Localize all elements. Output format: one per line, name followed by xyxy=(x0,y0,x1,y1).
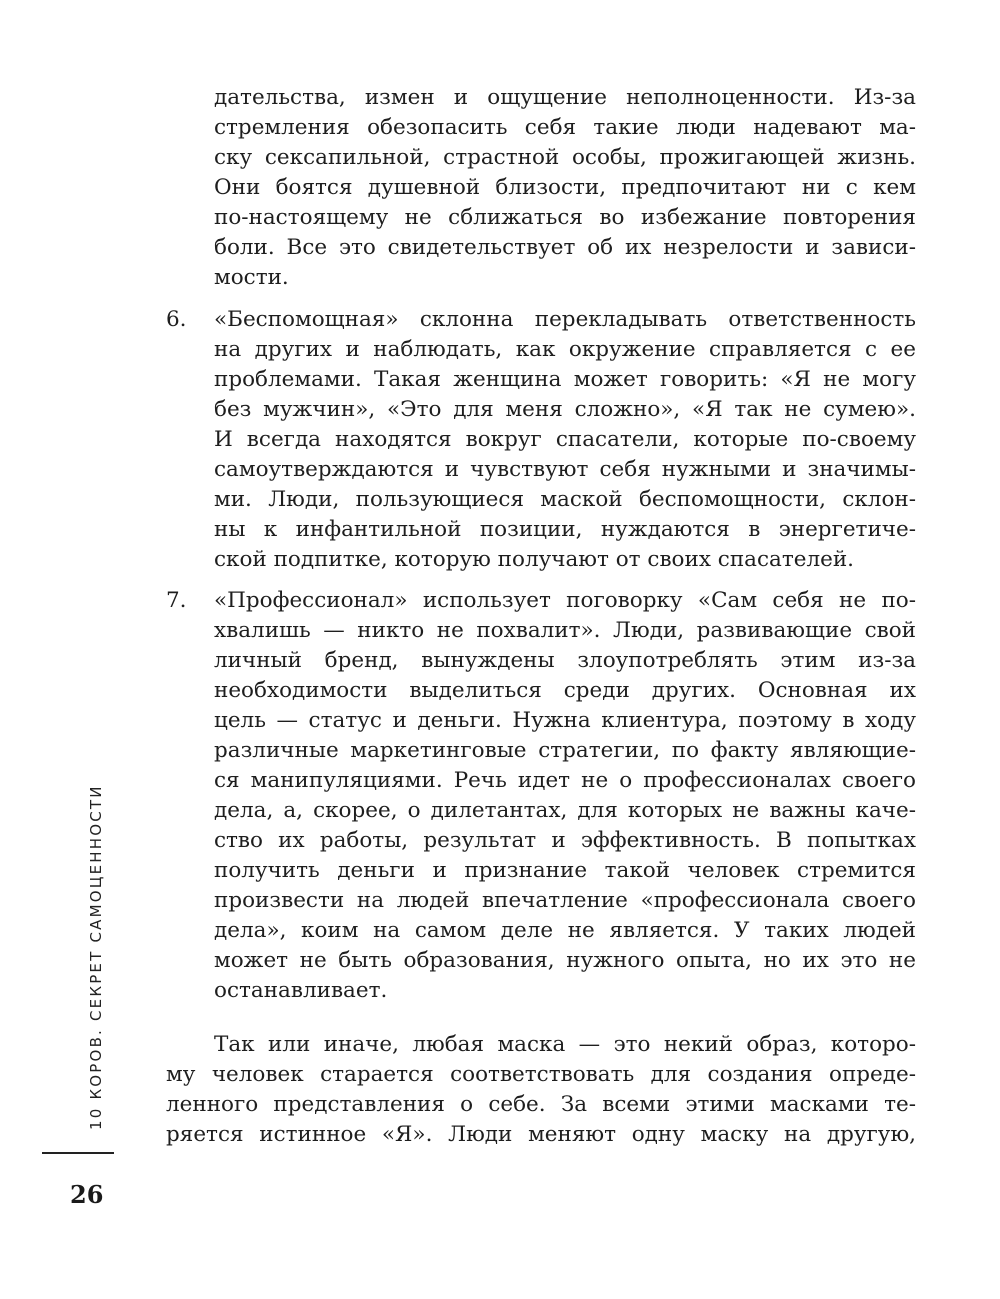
paragraph-line: ленного представления о себе. За всеми этими масками те- xyxy=(166,1092,916,1117)
page-number: 26 xyxy=(70,1180,104,1209)
list-item-line: без мужчин», «Это для меня сложно», «Я так не сумею». xyxy=(214,397,916,422)
intro-line: по-настоящему не сближаться во избежание повторения xyxy=(214,205,916,230)
footer-rule xyxy=(42,1152,114,1154)
paragraph-line: му человек старается соответствовать для создания опреде- xyxy=(166,1062,916,1087)
list-item-line: цель — статус и деньги. Нужна клиентура, поэтому в ходу xyxy=(214,708,916,733)
list-item-line: останавливает. xyxy=(214,978,388,1003)
running-title: 10 КОРОВ. СЕКРЕТ САМОЦЕННОСТИ xyxy=(87,784,105,1130)
intro-line: дательства, измен и ощущение неполноценности. Из-за xyxy=(214,85,916,110)
list-item-line: различные маркетинговые стратегии, по факту являющие- xyxy=(214,738,916,763)
intro-line: мости. xyxy=(214,265,289,290)
list-item-line: может не быть образования, нужного опыта, но их это не xyxy=(214,948,916,973)
paragraph-line: ряется истинное «Я». Люди меняют одну маску на другую, xyxy=(166,1122,916,1147)
list-item-line: ны к инфантильной позиции, нуждаются в энергетиче- xyxy=(214,517,916,542)
list-item-number: 7. xyxy=(166,588,187,613)
intro-line: ску сексапильной, страстной особы, прожигающей жизнь. xyxy=(214,145,916,170)
list-item-line: самоутверждаются и чувствуют себя нужными и значимы- xyxy=(214,457,916,482)
intro-line: боли. Все это свидетельствует об их незрелости и зависи- xyxy=(214,235,916,260)
list-item-line: ся манипуляциями. Речь идет не о профессионалах своего xyxy=(214,768,916,793)
list-item-line: личный бренд, вынуждены злоупотреблять этим из-за xyxy=(214,648,916,673)
list-item-line: на других и наблюдать, как окружение справляется с ее xyxy=(214,337,916,362)
list-item-line: ми. Люди, пользующиеся маской беспомощности, склон- xyxy=(214,487,916,512)
list-item-line: произвести на людей впечатление «профессионала своего xyxy=(214,888,916,913)
list-item-line: ской подпитке, которую получают от своих спасателей. xyxy=(214,547,854,572)
list-item-line: получить деньги и признание такой человек стремится xyxy=(214,858,916,883)
intro-line: стремления обезопасить себя такие люди надевают ма- xyxy=(214,115,916,140)
list-item-line: проблемами. Такая женщина может говорить: «Я не могу xyxy=(214,367,916,392)
list-item-line: дела, а, скорее, о дилетантах, для которых не важны каче- xyxy=(214,798,916,823)
intro-line: Они боятся душевной близости, предпочитают ни с кем xyxy=(214,175,916,200)
list-item-line: И всегда находятся вокруг спасатели, которые по-своему xyxy=(214,427,916,452)
list-item-line: «Профессионал» использует поговорку «Сам себя не по- xyxy=(214,588,916,613)
list-item-line: необходимости выделиться среди других. Основная их xyxy=(214,678,916,703)
list-item-line: дела», коим на самом деле не является. У таких людей xyxy=(214,918,916,943)
list-item-line: «Беспомощная» склонна перекладывать ответственность xyxy=(214,307,916,332)
list-item-number: 6. xyxy=(166,307,187,332)
list-item-line: хвалишь — никто не похвалит». Люди, развивающие свой xyxy=(214,618,916,643)
paragraph-line: Так или иначе, любая маска — это некий образ, которо- xyxy=(214,1032,916,1057)
list-item-line: ство их работы, результат и эффективность. В попытках xyxy=(214,828,916,853)
